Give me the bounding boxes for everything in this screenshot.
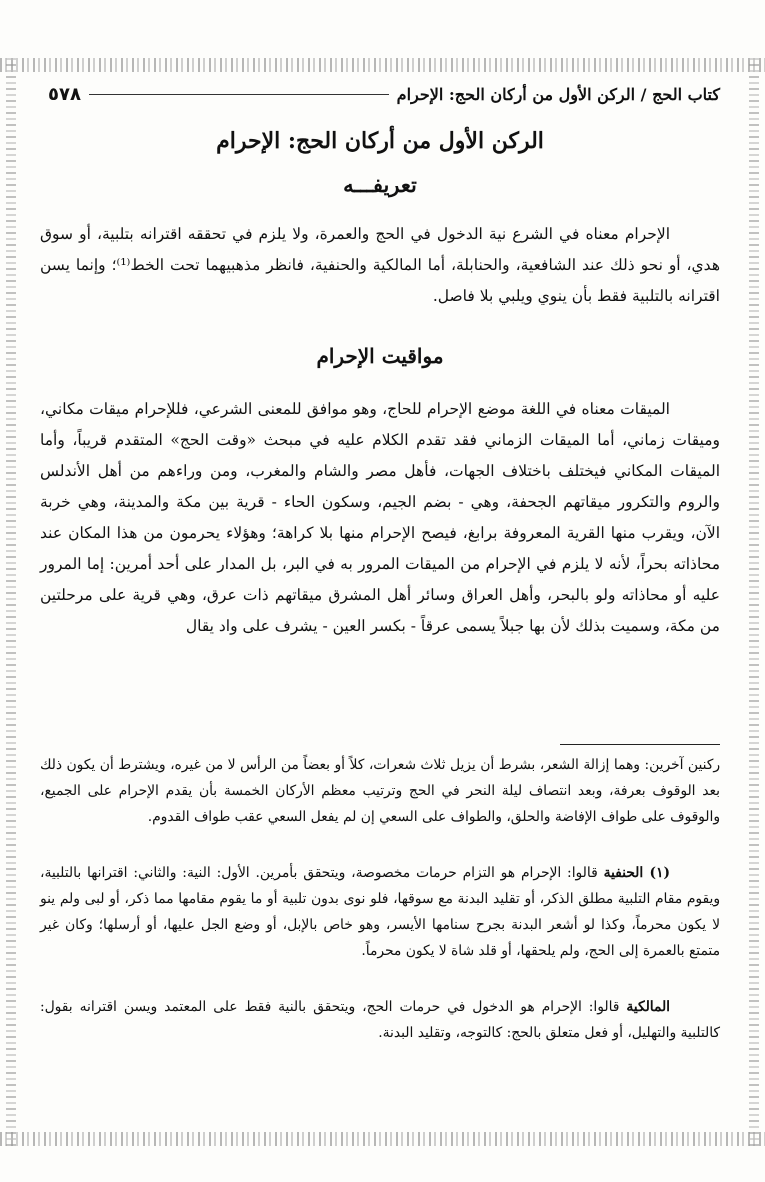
footnote-hanafi-term: (١) الحنفية — [603, 865, 670, 881]
definition-text: الإحرام معناه في الشرع نية الدخول في الحج والعمرة، ولا يلزم في تحققه اقترانه بتلبية، أو سوق هدي، أو نحو ذلك عند الشافعية، والحنابلة، أما المالكية والحنفية، فانظر مذهبيهما تحت الخط⁽¹⁾؛ وإنما يسن اقترانه بالتلبية فقط بأن ينوي ويلبي بلا فاصل. — [40, 225, 720, 305]
decorative-border-left — [6, 58, 16, 1146]
footnote-maliki-term: المالكية — [626, 999, 670, 1015]
decorative-border-bottom — [0, 1132, 765, 1146]
footnote-hanafi — [40, 860, 720, 964]
chapter-heading: الركن الأول من أركان الحج: الإحرام — [216, 128, 544, 154]
decorative-border-right — [749, 58, 759, 1146]
footnote-separator — [560, 744, 720, 745]
running-title: كتاب الحج / الركن الأول من أركان الحج: الإحرام — [396, 84, 720, 104]
header-rule — [89, 94, 389, 95]
miqat-heading: مواقيت الإحرام — [316, 344, 444, 368]
miqat-paragraph — [40, 394, 720, 642]
footnote-maliki — [40, 994, 720, 1046]
footnote-hanafi-text: قالوا: الإحرام هو التزام حرمات مخصوصة، ويتحقق بأمرين. الأول: النية: والثاني: اقترانها بالتلبية، ويقوم مقام التلبية مطلق الذكر، أو تقليد البدنة مع سوقها، فلو نوى بدون تلبية أو ما يقوم مقامها مما ذكر، أو لبى ولم ينو لا يكون محرماً، وكذا لو أشعر البدنة بجرح سنامها الأيسر، وهو خاص بالإبل، أو وضع الجل عليها، أو أرسلها؛ وكان غير متمتع بالعمرة إلى الحج، ولم يلحقها، أو قلد شاة لا يكون محرماً. — [40, 865, 720, 959]
page-number: ٥٧٨ — [48, 83, 81, 105]
decorative-border-top — [0, 58, 765, 72]
definition-paragraph — [40, 219, 720, 312]
footnote-continued: ركنين آخرين: وهما إزالة الشعر، بشرط أن يزيل ثلاث شعرات، كلاً أو بعضاً من الرأس لا من غيره، ويشترط أن يكون ذلك بعد الوقوف بعرفة، وبعد انتصاف ليلة النحر في الحج وترتيب معظم الأركان الخمسة بأن يقدم الإحرام على الجميع، والوقوف على طواف الإفاضة والحلق، والطواف على السعي إن لم يفعل السعي عقب طواف القدوم. — [40, 757, 720, 825]
footnote-maliki-text: قالوا: الإحرام هو الدخول في حرمات الحج، ويتحقق بالنية فقط على المعتمد ويسن اقترانه بقول: كالتلبية والتهليل، أو فعل متعلق بالحج: كالتوجه، وتقليد البدنة. — [40, 999, 720, 1041]
miqat-text: الميقات معناه في اللغة موضع الإحرام للحاج، وهو موافق للمعنى الشرعي، فللإحرام ميقات مكاني، وميقات زماني، أما الميقات الزماني فقد تقدم الكلام عليه في مبحث «وقت الحج» المتقدم قريباً، وأما الميقات المكاني فيختلف باختلاف الجهات، فأهل مصر والشام والمغرب، ومن وراءهم من أهل الأندلس والروم والتكرور ميقاتهم الجحفة، وهي - بضم الجيم، وسكون الحاء - قرية بين مكة والمدينة، وهي خربة الآن، ويقرب منها القرية المعروفة برابغ، فيصح الإحرام منها بلا كراهة؛ وهؤلاء يحرمون من هذا المكان عند محاذاته بحراً، لأنه لا يلزم في الإحرام من الميقات المرور به في البر، بل المدار على أحد أمرين: إما المرور عليه أو محاذاته ولو بالبحر، وأهل العراق وسائر أهل المشرق ميقاتهم ذات عرق، وهي قرية على مرحلتين من مكة، وسميت بذلك لأن بها جبلاً يسمى عرقاً - بكسر العين - يشرف على واد يقال — [40, 400, 720, 635]
running-header — [40, 76, 720, 112]
definition-heading: تعريفـــه — [343, 172, 417, 197]
